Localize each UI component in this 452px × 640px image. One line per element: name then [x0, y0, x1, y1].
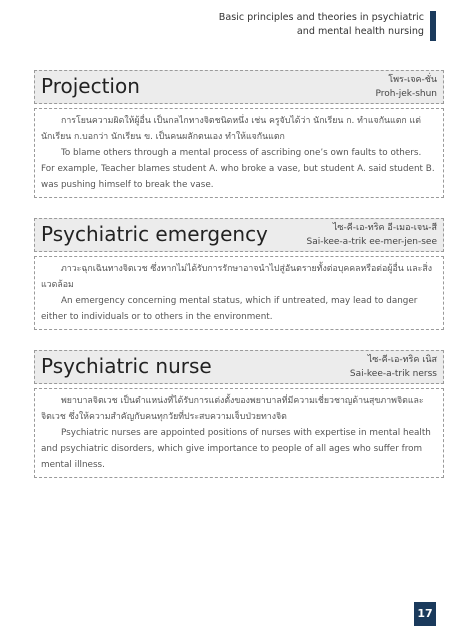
pronunciation-thai: ไซ-คี-เอ-ทริค อี-เมอ-เจน-สี: [332, 223, 437, 233]
pronunciation: [375, 73, 437, 101]
definition-thai: การโยนความผิดให้ผู้อื่น เป็นกลไกทางจิตชนิดหนึ่ง เช่น ครูจับได้ว่า นักเรียน ก. ทำแจกันแตก แต่นักเรียน ก.บอกว่า นักเรียน ข. เป็นคนผลักตนเอง ทำให้แจกันแตก: [41, 116, 421, 142]
header-accent-bar: [430, 11, 436, 41]
glossary-entry-projection: [34, 70, 444, 198]
term-box: [34, 350, 444, 384]
definition-box: [34, 388, 444, 478]
term-title: Psychiatric nurse: [41, 354, 212, 378]
header-line-1: Basic principles and theories in psychiatric: [218, 12, 424, 23]
definition-english: To blame others through a mental process of ascribing one’s own faults to others. For example, Teacher blames student A. who broke a vase, but student A. said student B. was pushing himself to break the vase.: [41, 148, 435, 190]
term-box: [34, 70, 444, 104]
definition-thai: พยาบาลจิตเวช เป็นตำแหน่งที่ได้รับการแต่งตั้งของพยาบาลที่มีความเชี่ยวชาญด้านสุขภาพจิตและจิตเวช ซึ่งให้ความสำคัญกับคนทุกวัยที่ประสบความเจ็บป่วยทางจิต: [41, 396, 424, 422]
pronunciation-roman: Proh-jek-shun: [375, 89, 437, 99]
pronunciation: [350, 353, 437, 381]
pronunciation-roman: Sai-kee-a-trik ee-mer-jen-see: [306, 237, 437, 247]
definition-english: An emergency concerning mental status, which if untreated, may lead to danger either to individuals or to others in the environment.: [41, 296, 418, 322]
header-line-2: and mental health nursing: [296, 26, 424, 37]
pronunciation-thai: ไซ-คี-เอ-ทริค เนิส: [367, 355, 437, 365]
pronunciation-roman: Sai-kee-a-trik nerss: [349, 369, 437, 379]
definition-box: [34, 256, 444, 330]
definition-thai: ภาวะฉุกเฉินทางจิตเวช ซึ่งหากไม่ได้รับการรักษาอาจนำไปสู่อันตรายทั้งต่อบุคคลหรือต่อผู้อื่น และสิ่งแวดล้อม: [41, 264, 432, 290]
term-title: Psychiatric emergency: [41, 222, 268, 246]
running-header: [219, 11, 424, 39]
glossary-entry-psychiatric-nurse: [34, 350, 444, 478]
term-box: [34, 218, 444, 252]
pronunciation: [306, 221, 437, 249]
page-number: 17: [414, 602, 436, 626]
term-title: Projection: [41, 74, 140, 98]
glossary-entry-psychiatric-emergency: [34, 218, 444, 330]
definition-english: Psychiatric nurses are appointed positions of nurses with expertise in mental health and psychiatric disorders, which give importance to people of all ages who suffer from mental illness.: [41, 428, 431, 470]
pronunciation-thai: โพร-เจค-ชั่น: [388, 75, 437, 85]
definition-box: [34, 108, 444, 198]
